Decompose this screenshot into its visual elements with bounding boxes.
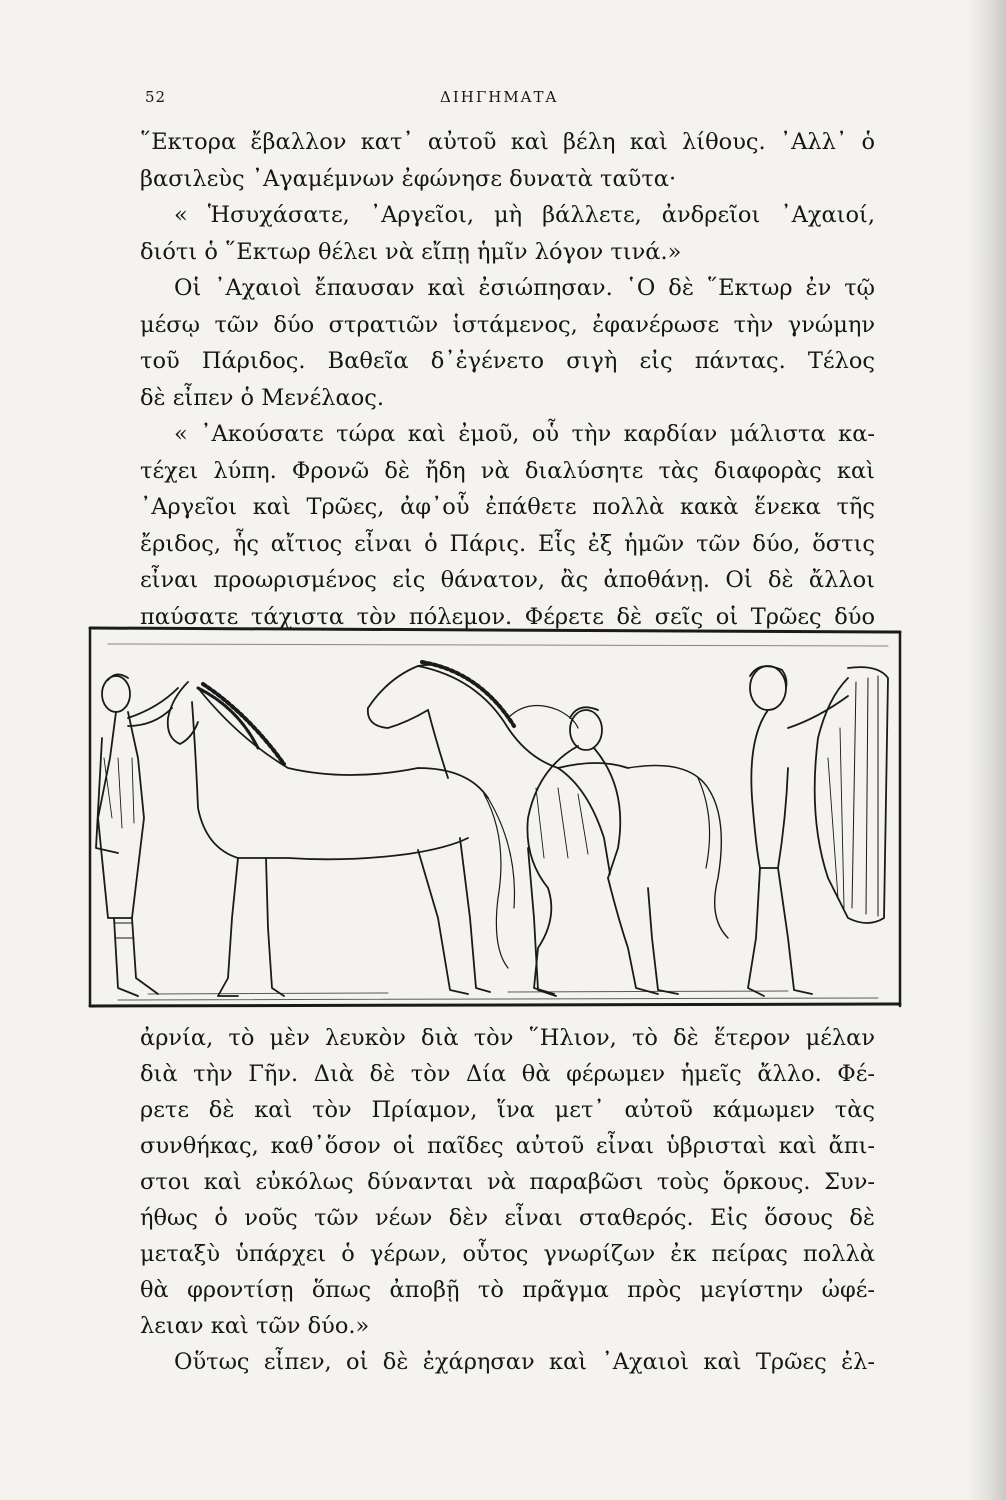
horse-middle [368,662,728,996]
text-line: εἶναι προωρισμένος εἰς θάνατον, ἂς ἀποθάνῃ. Οἱ δὲ ἄλλοι [140,567,875,593]
relief-engraving-figure [88,618,903,1010]
body-text-top [140,124,875,635]
text-line: δὲ εἶπεν ὁ Μενέλαος. [140,384,385,411]
text-line: ῞Εκτορα ἔβαλλον κατ᾽ αὐτοῦ καὶ βέλη καὶ λίθους. ᾿Αλλ᾽ ὁ [140,129,875,155]
horse-left [168,682,515,996]
bending-man-figure [508,706,658,995]
text-line: μέσῳ τῶν δύο στρατιῶν ἱστάμενος, ἐφανέρωσε τὴν γνώμην [140,311,875,338]
body-text-bottom [140,1020,875,1380]
page-number: 52 [145,88,167,106]
youth-figure-right [748,666,888,996]
text-line: Οἱ ᾿Αχαιοὶ ἔπαυσαν καὶ ἐσιώπησαν. ῾Ο δὲ ῞Εκτωρ ἐν τῷ [174,275,875,301]
text-line: λειαν καὶ τῶν δύο.» [140,1313,370,1339]
text-line: ήθως ὁ νοῦς τῶν νέων δὲν εἶναι σταθερός. Εἰς ὅσους δὲ [140,1205,875,1231]
text-line: στοι καὶ εὐκόλως δύνανται νὰ παραβῶσι τοὺς ὅρκους. Συν- [140,1169,875,1195]
text-line: τέχει λύπη. Φρονῶ δὲ ἤδη νὰ διαλύσητε τὰς διαφορὰς καὶ [140,457,875,484]
youth-figure-left [96,674,178,996]
figure-frame [90,628,900,1006]
text-line: βασιλεὺς ᾿Αγαμέμνων ἐφώνησε δυνατὰ ταῦτα· [140,165,677,192]
text-line: « ᾿Ακούσατε τώρα καὶ ἐμοῦ, οὗ τὴν καρδίαν μάλιστα κα- [174,421,875,447]
text-line: Οὕτως εἶπεν, οἱ δὲ ἐχάρησαν καὶ ᾿Αχαιοὶ καὶ Τρῶες ἐλ- [174,1349,875,1375]
page-edge-shadow [966,0,1006,1500]
page-header [145,88,865,112]
text-line: ἀρνία, τὸ μὲν λευκὸν διὰ τὸν ῞Ηλιον, τὸ δὲ ἕτερον μέλαν [140,1025,875,1051]
text-line: μεταξὺ ὑπάρχει ὁ γέρων, οὗτος γνωρίζων ἐκ πείρας πολλὰ [140,1241,875,1267]
text-line: παύσατε τάχιστα τὸν πόλεμον. Φέρετε δὲ σεῖς οἱ Τρῶες δύο [140,603,875,630]
running-head: ΔΙΗΓΗΜΑΤΑ [440,88,559,106]
text-line: διὰ τὴν Γῆν. Διὰ δὲ τὸν Δία θὰ φέρωμεν ἡμεῖς ἄλλο. Φέ- [140,1061,875,1087]
text-line: ἔριδος, ἧς αἴτιος εἶναι ὁ Πάρις. Εἷς ἐξ ἡμῶν τῶν δύο, ὅστις [140,530,875,557]
text-line: τοῦ Πάριδος. Βαθεῖα δ᾽ἐγένετο σιγὴ εἰς πάντας. Τέλος [140,348,875,374]
text-line: ᾿Αργεῖοι καὶ Τρῶες, ἀφ᾽οὗ ἐπάθετε πολλὰ κακὰ ἕνεκα τῆς [140,494,875,520]
text-line: « Ἡσυχάσατε, ᾿Αργεῖοι, μὴ βάλλετε, ἀνδρεῖοι ᾿Αχαιοί, [174,202,875,228]
text-line: θὰ φροντίσῃ ὅπως ἀποβῇ τὸ πρᾶγμα πρὸς μεγίστην ὠφέ- [140,1277,875,1303]
text-line: ρετε δὲ καὶ τὸν Πρίαμον, ἵνα μετ᾽ αὐτοῦ κάμωμεν τὰς [140,1097,875,1123]
text-line: διότι ὁ ῞Εκτωρ θέλει νὰ εἴπῃ ἡμῖν λόγον τινά.» [140,238,682,265]
text-line: συνθήκας, καθ᾽ὅσον οἱ παῖδες αὐτοῦ εἶναι ὑβρισταὶ καὶ ἄπι- [140,1133,875,1159]
